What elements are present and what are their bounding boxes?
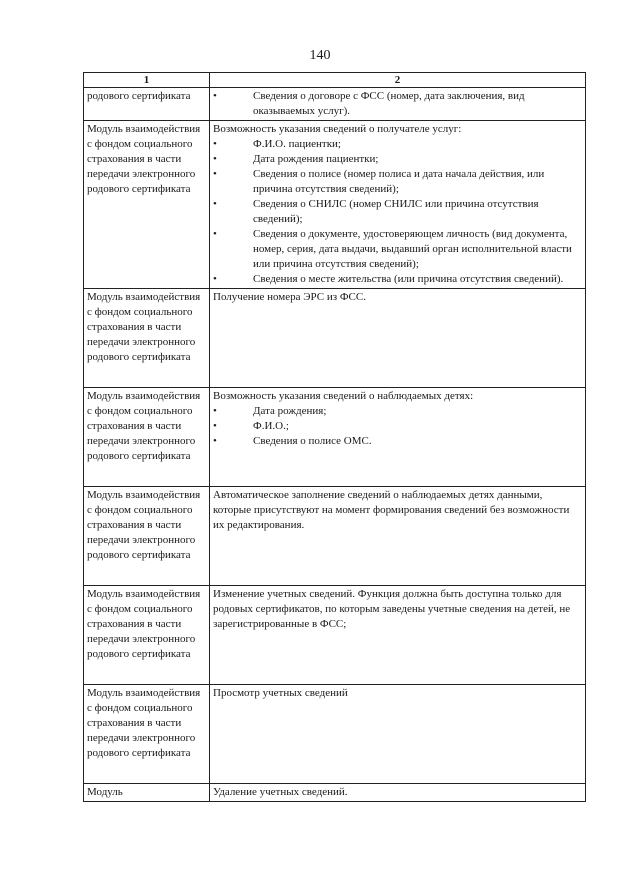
module-cell: Модуль [84,784,210,802]
module-cell: Модуль взаимодействия с фондом социального страхования в части передачи электронного родового сертификата [84,487,210,586]
column-header-2: 2 [210,73,586,88]
module-cell: Модуль взаимодействия с фондом социального страхования в части передачи электронного родового сертификата [84,685,210,784]
description-text: Возможность указания сведений о наблюдаемых детях: [213,390,474,402]
table-row [84,685,586,784]
list-item [213,404,582,419]
description-cell [210,88,586,121]
list-item-text: Сведения о месте жительства (или причина отсутствия сведений). [253,273,564,285]
list-item [213,197,582,227]
table-row [84,487,586,586]
table-header-row [84,73,586,88]
table-row [84,586,586,685]
module-cell: Модуль взаимодействия с фондом социального страхования в части передачи электронного родового сертификата [84,121,210,289]
table-row [84,388,586,487]
description-text: Удаление учетных сведений. [213,786,348,798]
list-item [213,434,582,449]
bullet-list [213,89,582,119]
list-item-text: Сведения о договоре с ФСС (номер, дата заключения, вид оказываемых услуг). [253,90,525,117]
list-item-text: Сведения о СНИЛС (номер СНИЛС или причина отсутствия сведений); [253,198,539,225]
bullet-icon: • [213,420,217,432]
description-cell [210,121,586,289]
description-text: Получение номера ЭРС из ФСС. [213,291,366,303]
list-item-text: Сведения о полисе (номер полиса и дата начала действия, или причина отсутствия сведений); [253,168,545,195]
bullet-icon: • [213,138,217,150]
description-cell [210,586,586,685]
description-cell [210,289,586,388]
description-text: Автоматическое заполнение сведений о наблюдаемых детях данными, которые присутствуют на момент формирования сведений без возможности их редактирования. [213,489,570,531]
table-row [84,784,586,802]
description-cell [210,388,586,487]
bullet-icon: • [213,273,217,285]
bullet-icon: • [213,168,217,180]
description-text: Просмотр учетных сведений [213,687,348,699]
table-row [84,289,586,388]
bullet-icon: • [213,435,217,447]
bullet-icon: • [213,198,217,210]
description-text: Изменение учетных сведений. Функция должна быть доступна только для родовых сертификатов, по которым заведены учетные сведения на детей, не зарегистрированные в ФСС; [213,588,571,630]
description-cell [210,685,586,784]
bullet-list [213,137,582,287]
list-item [213,152,582,167]
list-item [213,137,582,152]
list-item-text: Ф.И.О.; [253,420,289,432]
bullet-icon: • [213,228,217,240]
page-number: 140 [309,48,331,63]
table-row [84,121,586,289]
list-item [213,272,582,287]
list-item [213,89,582,119]
list-item-text: Ф.И.О. пациентки; [253,138,341,150]
description-cell [210,487,586,586]
bullet-list [213,404,582,449]
list-item-text: Сведения о документе, удостоверяющем личность (вид документа, номер, серия, дата выдачи, выдавший орган исполнительной власти или причина отсутствия сведений); [253,228,572,270]
list-item [213,419,582,434]
bullet-icon: • [213,405,217,417]
requirements-table [83,72,586,802]
bullet-icon: • [213,90,217,102]
list-item-text: Дата рождения; [253,405,327,417]
table-row [84,88,586,121]
description-cell [210,784,586,802]
module-cell: Модуль взаимодействия с фондом социального страхования в части передачи электронного родового сертификата [84,289,210,388]
list-item-text: Дата рождения пациентки; [253,153,379,165]
list-item-text: Сведения о полисе ОМС. [253,435,372,447]
column-header-1: 1 [84,73,210,88]
module-cell: Модуль взаимодействия с фондом социального страхования в части передачи электронного родового сертификата [84,388,210,487]
list-item [213,167,582,197]
list-item [213,227,582,272]
module-cell: родового сертификата [84,88,210,121]
module-cell: Модуль взаимодействия с фондом социального страхования в части передачи электронного родового сертификата [84,586,210,685]
description-text: Возможность указания сведений о получателе услуг: [213,123,462,135]
bullet-icon: • [213,153,217,165]
